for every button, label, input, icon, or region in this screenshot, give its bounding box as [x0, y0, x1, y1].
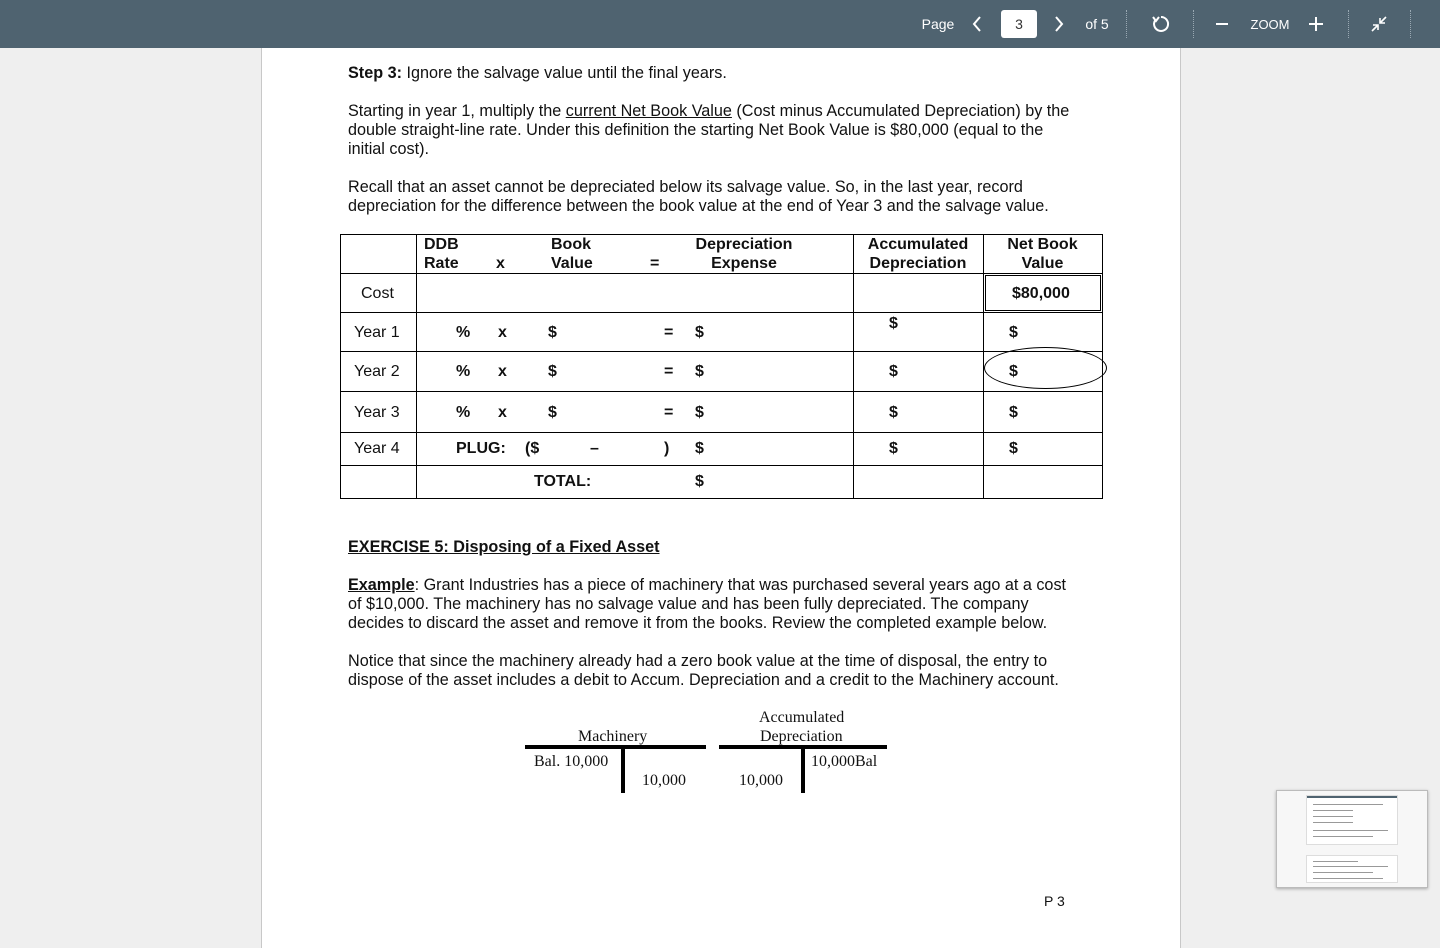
header-net-book-value	[986, 235, 1099, 273]
header-dep-line1: Depreciation	[695, 236, 793, 253]
dep-expense-cell: $	[695, 440, 704, 457]
thumbnail-line	[1313, 836, 1373, 837]
t-account-debit: Bal. 10,000	[534, 753, 609, 770]
rate-cell: %	[456, 324, 471, 341]
annotation-circle	[984, 347, 1107, 389]
header-book-value	[551, 235, 593, 273]
t-account-debit: 10,000	[739, 772, 783, 789]
header-acc-line1: Accumulated	[867, 236, 969, 253]
acc-dep-cell: $	[889, 363, 898, 380]
nbv-cell: $	[1009, 440, 1018, 457]
thumbnail-line	[1313, 878, 1383, 879]
equals-sign: =	[664, 404, 674, 421]
nbv-cell: $	[1009, 324, 1018, 341]
page-number-input[interactable]: 3	[1001, 10, 1037, 38]
page-label: Page	[921, 16, 955, 32]
cost-label: Cost	[361, 285, 394, 302]
table-rule	[416, 234, 417, 499]
thumbnail-line	[1313, 861, 1358, 862]
plug-close: )	[664, 440, 670, 457]
times-sign: x	[498, 363, 507, 380]
t-account-rule	[621, 749, 625, 793]
para1-b: (Cost minus Accumulated Depreciation) by the	[731, 102, 1070, 120]
collapse-icon	[1370, 15, 1388, 33]
header-acc-line2: Depreciation	[869, 255, 967, 272]
zoom-label: ZOOM	[1250, 16, 1290, 32]
total-dep-cell: $	[695, 473, 704, 490]
chevron-left-icon	[971, 15, 983, 33]
header-ddb-line1: DDB	[424, 236, 459, 253]
acc-dep-cell: $	[889, 440, 898, 457]
exercise-5-title: EXERCISE 5: Disposing of a Fixed Asset	[348, 538, 660, 556]
table-rule	[340, 351, 1103, 352]
example-line-2: of $10,000. The machinery has no salvage value and has been fully depreciated. The company	[348, 595, 1029, 613]
thumbnail-line	[1313, 866, 1388, 867]
book-value-cell: $	[548, 404, 557, 421]
t-account-credit: 10,000Bal	[811, 753, 878, 770]
example-line-3: decides to discard the asset and remove it from the books. Review the completed example below.	[348, 614, 1048, 632]
table-rule	[340, 465, 1103, 466]
plug-open: ($	[525, 440, 540, 457]
rate-cell: %	[456, 404, 471, 421]
dep-expense-cell: $	[695, 363, 704, 380]
row-label: Year 4	[354, 440, 400, 457]
example-line-1	[348, 576, 1098, 595]
pdf-toolbar	[0, 0, 1440, 48]
row-label: Year 2	[354, 363, 400, 380]
rate-cell: %	[456, 363, 471, 380]
zoom-out-button[interactable]	[1208, 0, 1236, 48]
table-rule	[853, 234, 854, 499]
toolbar-divider	[1126, 10, 1127, 38]
thumbnail-line	[1313, 804, 1383, 805]
header-nbv-line2: Value	[1021, 255, 1064, 272]
table-rule	[340, 234, 341, 499]
dep-expense-cell: $	[695, 404, 704, 421]
notice-line-2: dispose of the asset includes a debit to Accum. Depreciation and a credit to the Machinery account.	[348, 671, 1059, 689]
cost-value: $80,000	[1012, 285, 1070, 302]
next-page-button[interactable]	[1046, 0, 1072, 48]
times-sign: x	[498, 404, 507, 421]
t-account-title: Machinery	[578, 728, 648, 745]
toolbar-divider	[1193, 10, 1194, 38]
equals-sign: =	[664, 324, 674, 341]
thumbnail-line	[1313, 810, 1353, 811]
header-accumulated-depreciation	[856, 235, 980, 273]
page-thumbnail[interactable]	[1276, 790, 1428, 888]
page-total: of 5	[1085, 16, 1109, 32]
rotate-button[interactable]	[1146, 0, 1176, 48]
paragraph-1-line-2: double straight-line rate. Under this definition the starting Net Book Value is $80,000 (equal to the	[348, 121, 1044, 139]
header-nbv-line1: Net Book	[1007, 236, 1078, 253]
header-x: x	[496, 255, 505, 272]
header-book-line2: Value	[551, 255, 593, 272]
t-account-title-line2: Depreciation	[760, 728, 843, 745]
plug-minus: –	[590, 440, 599, 457]
header-book-line1: Book	[551, 236, 591, 253]
toolbar-divider	[1410, 10, 1411, 38]
table-rule	[340, 432, 1103, 433]
nbv-cell: $	[1009, 363, 1018, 380]
thumbnail-line	[1313, 830, 1388, 831]
t-account-rule	[801, 749, 805, 793]
table-rule	[340, 498, 1103, 499]
nbv-cell: $	[1009, 404, 1018, 421]
chevron-right-icon	[1053, 15, 1065, 33]
table-rule	[340, 273, 1103, 274]
page-footer-number: P 3	[1044, 893, 1065, 909]
collapse-button[interactable]	[1364, 0, 1394, 48]
thumbnail-page	[1306, 795, 1398, 845]
table-rule	[340, 312, 1103, 313]
plug-label: PLUG:	[456, 440, 506, 457]
thumbnail-line	[1313, 872, 1373, 873]
step3-label: Step 3:	[348, 64, 402, 82]
book-value-cell: $	[548, 324, 557, 341]
header-dep-line2: Expense	[711, 255, 777, 272]
row-label: Year 1	[354, 324, 400, 341]
example-text-1: : Grant Industries has a piece of machinery that was purchased several years ago at a cost	[414, 576, 1067, 594]
t-account-title-line1: Accumulated	[759, 709, 845, 726]
header-ddb-line2: Rate	[424, 255, 459, 272]
para1-underlined: current Net Book Value	[565, 102, 732, 120]
rotate-icon	[1151, 14, 1171, 34]
book-value-cell: $	[548, 363, 557, 380]
header-ddb	[424, 235, 459, 273]
equals-sign: =	[664, 363, 674, 380]
row-label: Year 3	[354, 404, 400, 421]
header-equals: =	[650, 255, 660, 272]
toolbar-divider	[1348, 10, 1349, 38]
table-rule	[340, 391, 1103, 392]
total-label: TOTAL:	[534, 473, 592, 490]
paragraph-2-line-1: Recall that an asset cannot be depreciated below its salvage value. So, in the last year, record	[348, 178, 1023, 196]
t-account-rule	[525, 745, 706, 749]
thumbnail-toolbar	[1307, 796, 1397, 798]
thumbnail-line	[1313, 816, 1353, 817]
paragraph-1-line-1	[348, 102, 1098, 121]
acc-dep-cell: $	[889, 315, 898, 332]
times-sign: x	[498, 324, 507, 341]
header-depreciation-expense	[684, 235, 804, 273]
prev-page-button[interactable]	[964, 0, 990, 48]
thumbnail-page	[1306, 855, 1398, 883]
dep-expense-cell: $	[695, 324, 704, 341]
minus-icon	[1215, 17, 1229, 31]
step3-line	[348, 64, 1098, 83]
zoom-in-button[interactable]	[1302, 0, 1330, 48]
paragraph-1-line-3: initial cost).	[348, 140, 429, 158]
plus-icon	[1308, 16, 1324, 32]
para1-a: Starting in year 1, multiply the	[348, 102, 566, 120]
example-label: Example	[348, 576, 415, 594]
acc-dep-cell: $	[889, 404, 898, 421]
thumbnail-line	[1313, 822, 1353, 823]
step3-text: Ignore the salvage value until the final years.	[406, 64, 727, 82]
t-account-credit: 10,000	[642, 772, 686, 789]
notice-line-1: Notice that since the machinery already had a zero book value at the time of disposal, the entry to	[348, 652, 1048, 670]
paragraph-2-line-2: depreciation for the difference between the book value at the end of Year 3 and the salvage value.	[348, 197, 1049, 215]
